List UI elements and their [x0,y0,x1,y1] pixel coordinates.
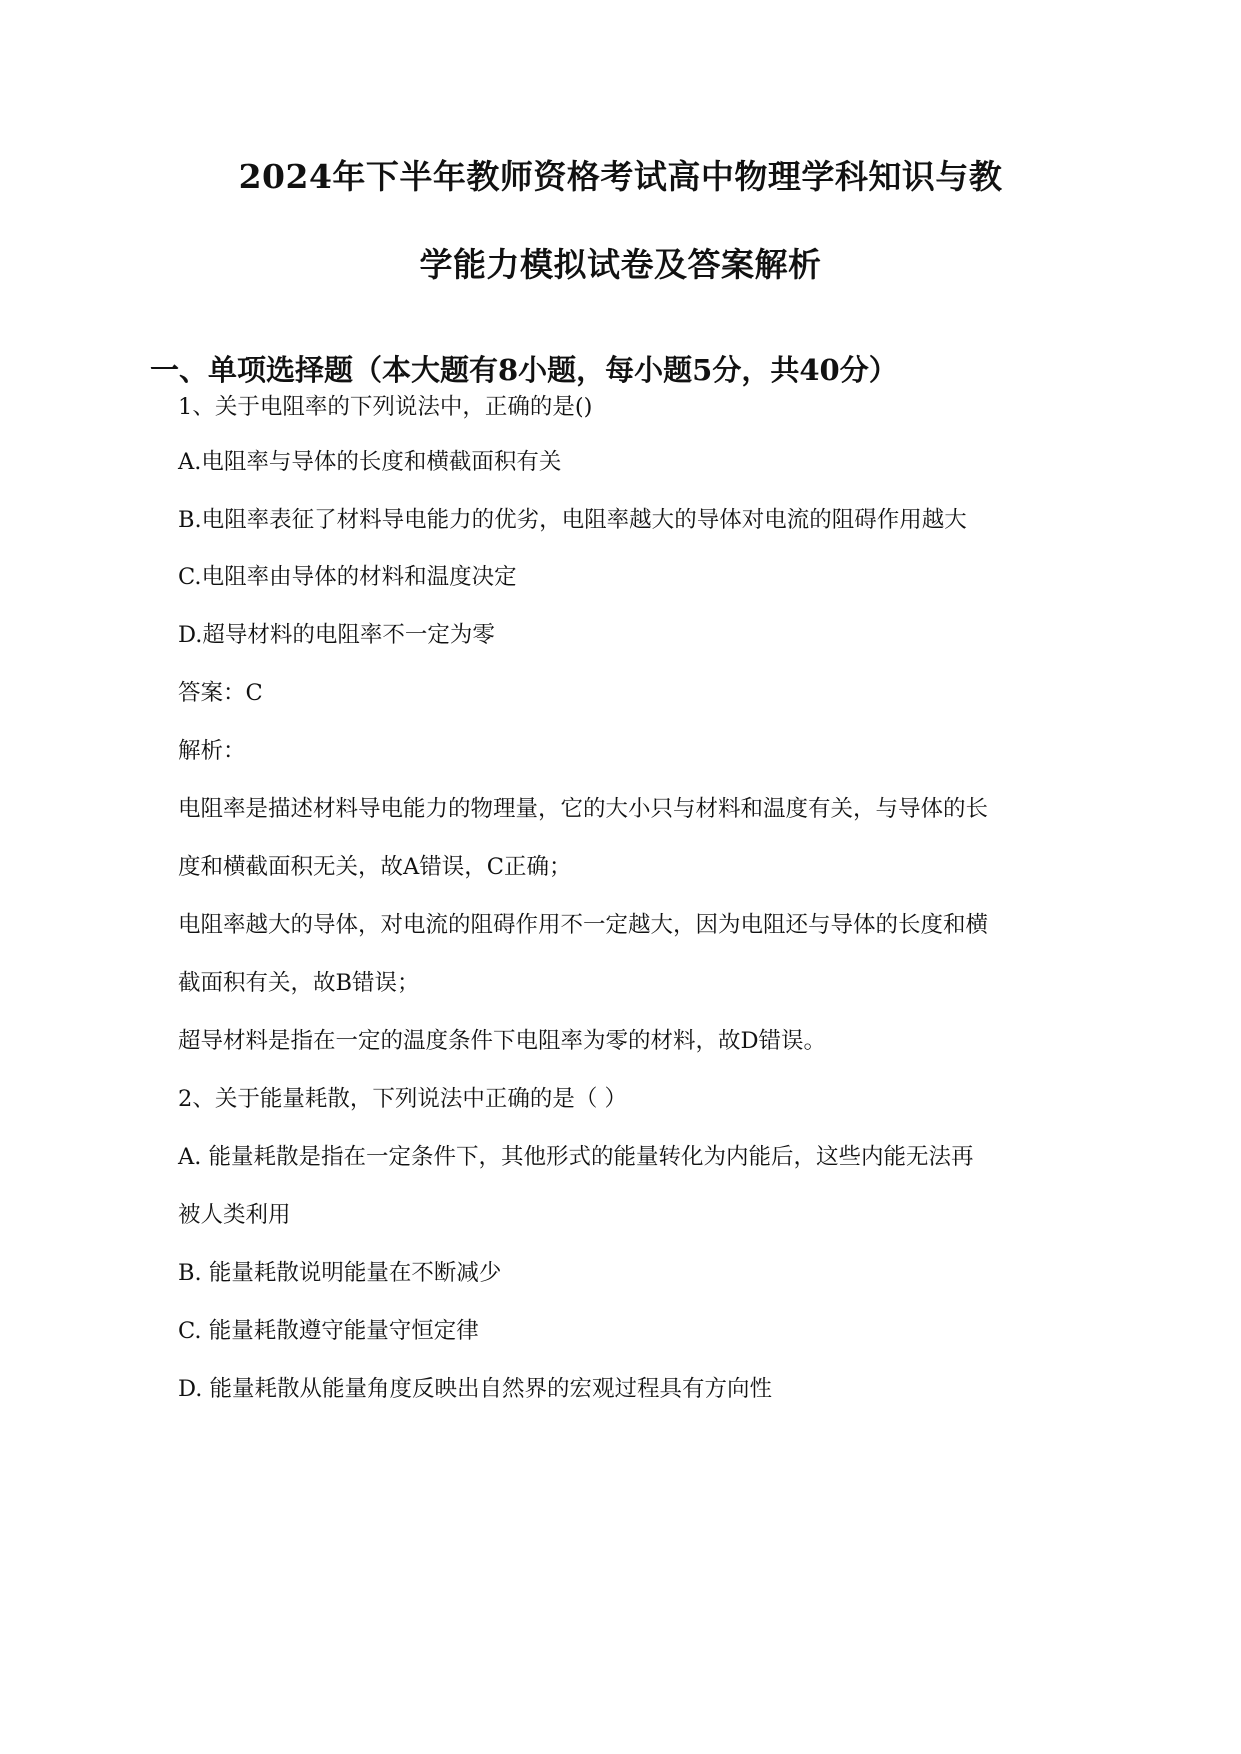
question-1-analysis-line-1: 电阻率是描述材料导电能力的物理量，它的大小只与材料和温度有关，与导体的长 [178,796,989,822]
document-title-line-1: 2024年下半年教师资格考试高中物理学科知识与教 [238,157,1003,196]
question-1-analysis-line-2: 度和横截面积无关，故A错误，C正确； [178,854,572,880]
question-2-option-b: B. 能量耗散说明能量在不断减少 [178,1260,502,1286]
question-2-option-a-line-2: 被人类利用 [178,1202,291,1228]
question-2-option-d: D. 能量耗散从能量角度反映出自然界的宏观过程具有方向性 [178,1376,773,1402]
question-1-analysis-label: 解析： [178,738,246,764]
question-2-stem: 2、关于能量耗散，下列说法中正确的是（ ） [178,1086,627,1112]
question-1-option-c: C.电阻率由导体的材料和温度决定 [178,564,517,590]
question-2-option-a-line-1: A. 能量耗散是指在一定条件下，其他形式的能量转化为内能后，这些内能无法再 [178,1144,974,1170]
question-1-analysis-line-5: 超导材料是指在一定的温度条件下电阻率为零的材料，故D错误。 [178,1028,827,1054]
question-1-answer: 答案：C [178,680,263,706]
question-1-option-b: B.电阻率表征了材料导电能力的优劣，电阻率越大的导体对电流的阻碍作用越大 [178,507,967,533]
document-title-line-2: 学能力模拟试卷及答案解析 [419,245,822,284]
question-1-analysis-line-3: 电阻率越大的导体，对电流的阻碍作用不一定越大，因为电阻还与导体的长度和横 [178,912,989,938]
question-1-analysis-line-4: 截面积有关，故B错误； [178,970,420,996]
question-1-option-d: D.超导材料的电阻率不一定为零 [178,622,495,648]
question-2-option-c: C. 能量耗散遵守能量守恒定律 [178,1318,479,1344]
question-1-option-a: A.电阻率与导体的长度和横截面积有关 [178,449,562,475]
section-heading: 一、单项选择题（本大题有8小题，每小题5分，共40分） [150,353,898,387]
question-1-stem: 1、关于电阻率的下列说法中，正确的是() [178,394,593,420]
